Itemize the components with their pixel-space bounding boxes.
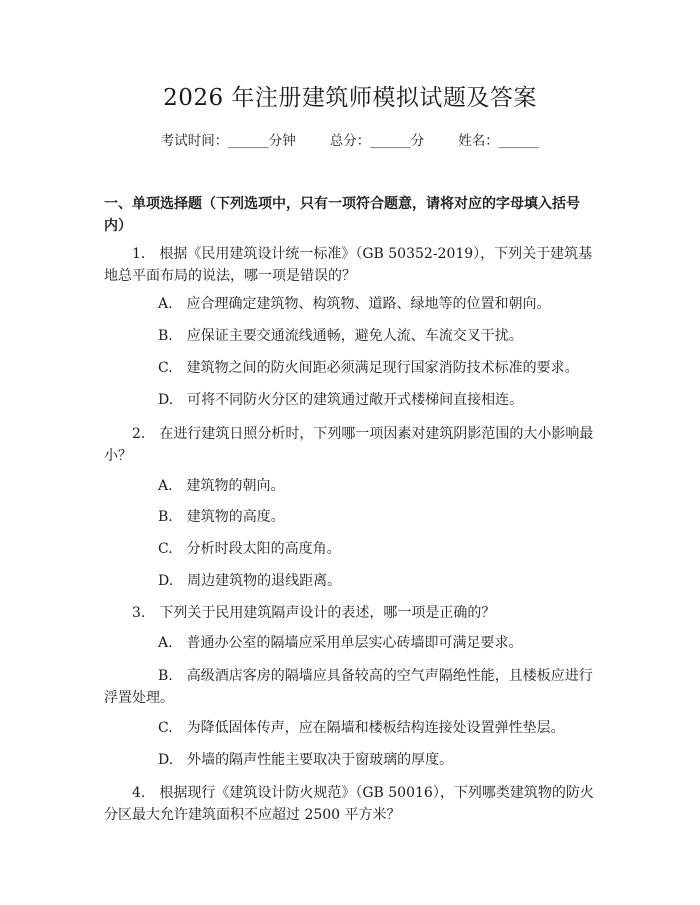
question-3-option-d: D. 外墙的隔声性能主要取决于窗玻璃的厚度。	[158, 752, 454, 768]
page-title: 2026 年注册建筑师模拟试题及答案	[163, 85, 537, 111]
question-2-option-a: A. 建筑物的朝向。	[158, 478, 285, 494]
question-2-option-d: D. 周边建筑物的退线距离。	[158, 573, 342, 589]
question-2-option-b: B. 建筑物的高度。	[158, 509, 285, 525]
question-1: 1. 根据《民用建筑设计统一标准》（GB 50352-2019），下列关于建筑基地总平面布局的说法，哪一项是错误的？	[104, 246, 593, 284]
exam-time: 考试时间：______分钟	[160, 133, 296, 149]
question-3: 3. 下列关于民用建筑隔声设计的表述，哪一项是正确的？	[132, 605, 496, 621]
question-1-option-a: A. 应合理确定建筑物、构筑物、道路、绿地等的位置和朝向。	[158, 296, 551, 312]
question-2: 2. 在进行建筑日照分析时，下列哪一项因素对建筑阴影范围的大小影响最小？	[104, 426, 594, 464]
section-heading: 一、单项选择题（下列选项中，只有一项符合题意，请将对应的字母填入括号内）	[104, 196, 580, 234]
question-1-option-d: D. 可将不同防火分区的建筑通过敞开式楼梯间直接相连。	[158, 392, 524, 408]
question-3-option-b: B. 高级酒店客房的隔墙应具备较高的空气声隔绝性能，且楼板应进行浮置处理。	[104, 668, 593, 706]
question-2-option-c: C. 分析时段太阳的高度角。	[158, 541, 341, 557]
question-1-option-b: B. 应保证主要交通流线通畅，避免人流、车流交叉干扰。	[158, 328, 523, 344]
student-name: 姓名：______	[458, 133, 540, 149]
exam-meta	[0, 131, 700, 151]
question-1-option-c: C. 建筑物之间的防火间距必须满足现行国家消防技术标准的要求。	[158, 360, 579, 376]
question-3-option-a: A. 普通办公室的隔墙应采用单层实心砖墙即可满足要求。	[158, 635, 523, 651]
question-3-option-c: C. 为降低固体传声，应在隔墙和楼板结构连接处设置弹性垫层。	[158, 720, 565, 736]
total-score: 总分：______分	[329, 133, 425, 149]
question-4: 4. 根据现行《建筑设计防火规范》（GB 50016），下列哪类建筑物的防火分区最大允许建筑面积不应超过 2500 平方米？	[104, 785, 594, 823]
